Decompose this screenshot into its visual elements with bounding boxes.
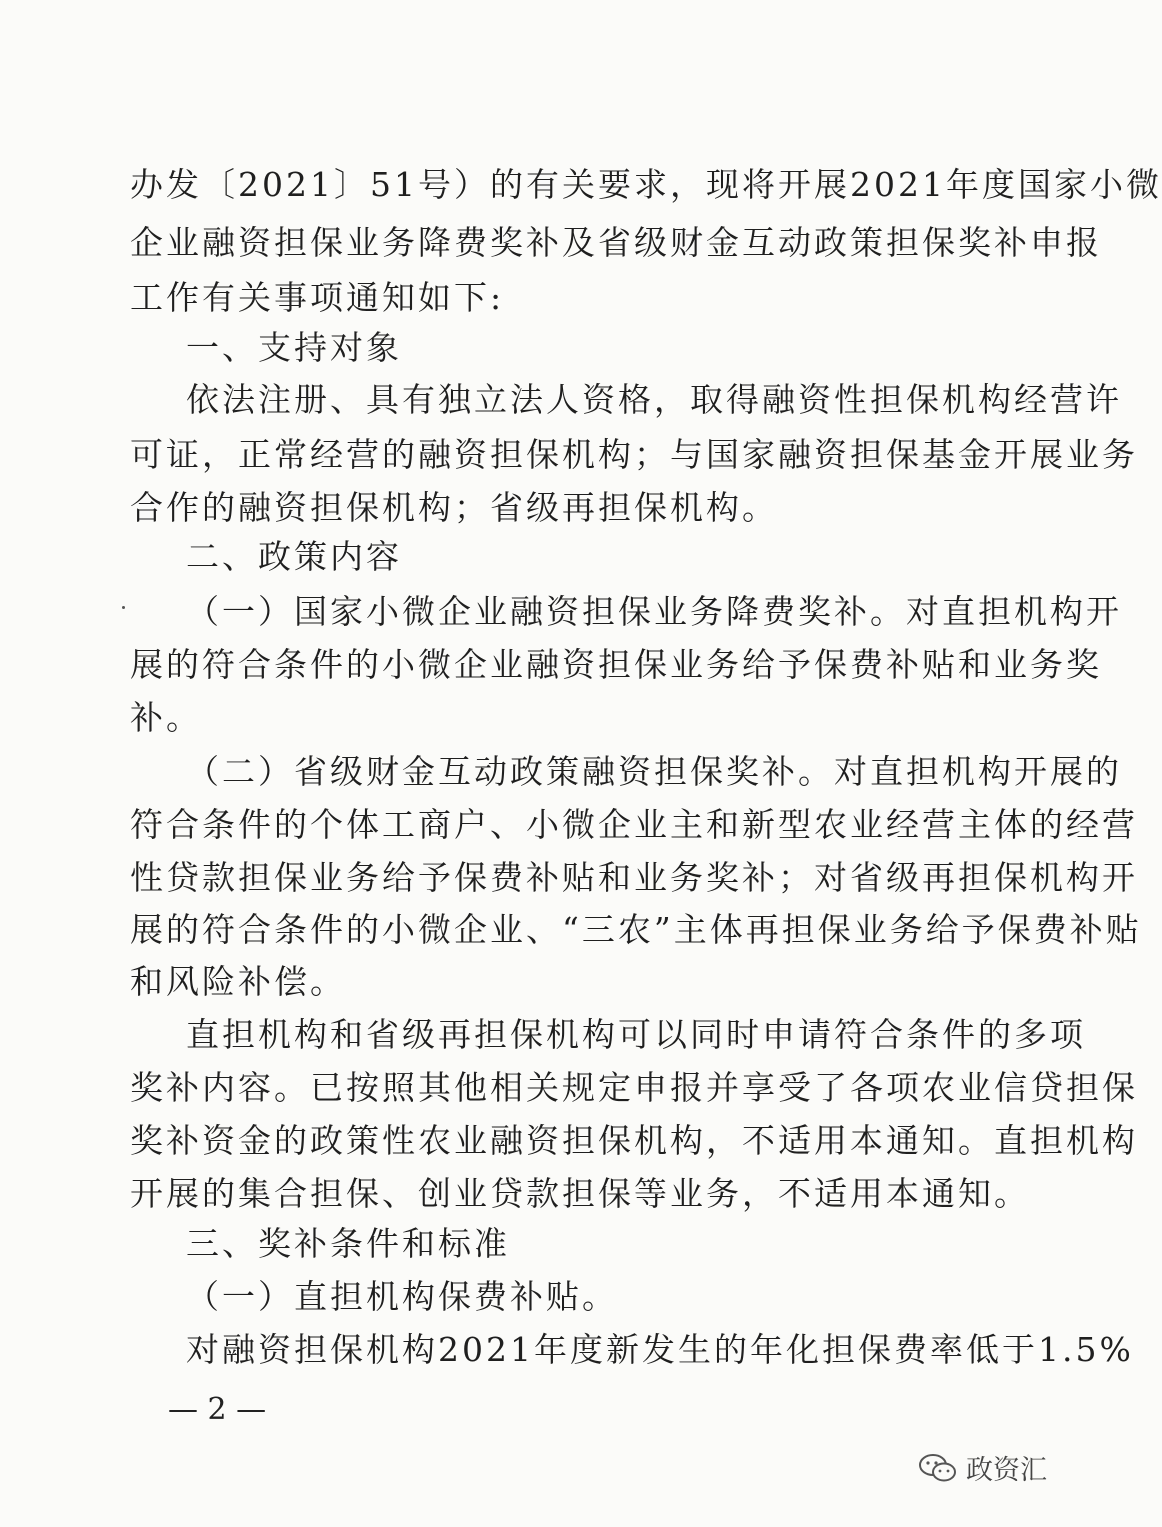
watermark — [918, 1448, 1047, 1487]
body-text-line: 补。 — [130, 698, 202, 737]
body-text-line: 直担机构和省级再担保机构可以同时申请符合条件的多项 — [186, 1015, 1086, 1054]
body-text-line: 展的符合条件的小微企业、“三农”主体再担保业务给予保费补贴 — [130, 910, 1142, 949]
body-text-line: 可证，正常经营的融资担保机构；与国家融资担保基金开展业务 — [130, 435, 1138, 474]
section-heading: 二、政策内容 — [186, 537, 402, 576]
body-text-line: 开展的集合担保、创业贷款担保等业务，不适用本通知。 — [130, 1174, 1030, 1213]
body-text-line: 性贷款担保业务给予保费补贴和业务奖补；对省级再担保机构开 — [130, 858, 1138, 897]
body-text-line: 对融资担保机构2021年度新发生的年化担保费率低于1.5% — [186, 1330, 1134, 1369]
body-text-line: （二）省级财金互动政策融资担保奖补。对直担机构开展的 — [186, 752, 1122, 791]
body-text-line: 依法注册、具有独立法人资格，取得融资性担保机构经营许 — [186, 380, 1122, 419]
body-text-line: 奖补资金的政策性农业融资担保机构，不适用本通知。直担机构 — [130, 1121, 1138, 1160]
body-text-line: 展的符合条件的小微企业融资担保业务给予保费补贴和业务奖 — [130, 645, 1102, 684]
body-text-line: 和风险补偿。 — [130, 962, 346, 1001]
body-text-line: 工作有关事项通知如下: — [130, 278, 505, 317]
body-text-line: 符合条件的个体工商户、小微企业主和新型农业经营主体的经营 — [130, 805, 1138, 844]
section-heading: 三、奖补条件和标准 — [186, 1224, 510, 1263]
wechat-official-account-icon — [918, 1452, 958, 1484]
section-heading: 一、支持对象 — [186, 328, 402, 367]
body-text-line: 合作的融资担保机构；省级再担保机构。 — [130, 488, 778, 527]
body-text-line: （一）国家小微企业融资担保业务降费奖补。对直担机构开 — [186, 592, 1122, 631]
body-text-line: （一）直担机构保费补贴。 — [186, 1277, 618, 1316]
body-text-line: 奖补内容。已按照其他相关规定申报并享受了各项农业信贷担保 — [130, 1068, 1138, 1107]
page-number: — 2 — — [168, 1392, 267, 1427]
scan-speck — [122, 606, 125, 609]
body-text-line: 企业融资担保业务降费奖补及省级财金互动政策担保奖补申报 — [130, 223, 1102, 262]
body-text-line: 办发〔2021〕51号）的有关要求，现将开展2021年度国家小微 — [130, 165, 1162, 204]
watermark-label: 政资汇 — [966, 1455, 1047, 1486]
